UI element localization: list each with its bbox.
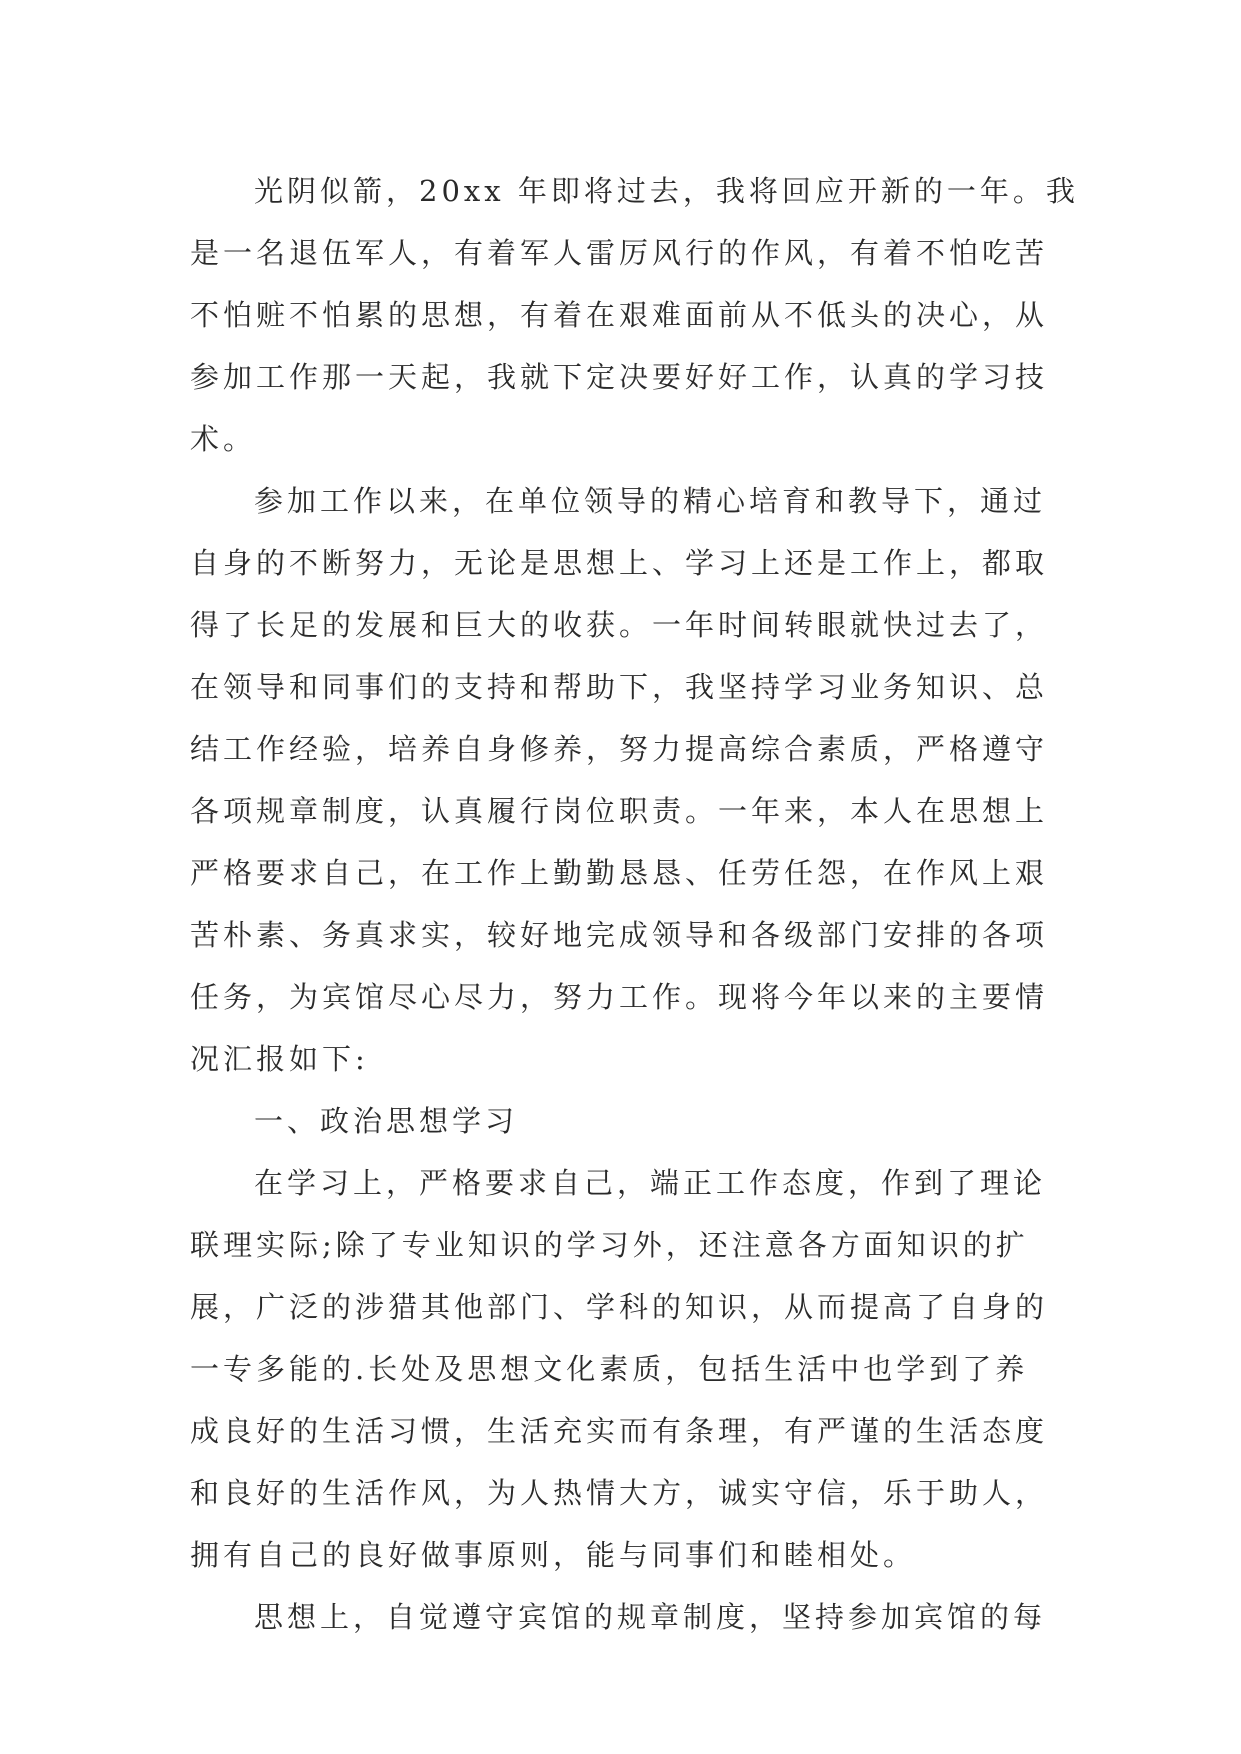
text-line: 一、政治思想学习 [254,1104,519,1138]
text-line: 结工作经验，培养自身修养，努力提高综合素质，严格遵守 [190,732,1049,766]
text-line: 是一名退伍军人，有着军人雷厉风行的作风，有着不怕吃苦 [190,236,1049,270]
text-line: 在学习上，严格要求自己，端正工作态度，作到了理论 [254,1166,1047,1200]
text-line: 在领导和同事们的支持和帮助下，我坚持学习业务知识、总 [190,670,1049,704]
text-line: 术。 [190,422,257,456]
text-line: 光阴似箭，20xx 年即将过去，我将回应开新的一年。我 [254,174,1079,208]
text-line: 得了长足的发展和巨大的收获。一年时间转眼就快过去了， [190,608,1049,642]
text-line: 展，广泛的涉猎其他部门、学科的知识，从而提高了自身的 [190,1290,1049,1324]
text-line: 参加工作那一天起，我就下定决要好好工作，认真的学习技 [190,360,1049,394]
text-line: 各项规章制度，认真履行岗位职责。一年来，本人在思想上 [190,794,1049,828]
text-line: 苦朴素、务真求实，较好地完成领导和各级部门安排的各项 [190,918,1049,952]
text-line: 成良好的生活习惯，生活充实而有条理，有严谨的生活态度 [190,1414,1049,1448]
text-line: 严格要求自己，在工作上勤勤恳恳、任劳任怨，在作风上艰 [190,856,1049,890]
text-line: 一专多能的.长处及思想文化素质，包括生活中也学到了养 [190,1352,1029,1386]
text-line: 不怕赃不怕累的思想，有着在艰难面前从不低头的决心，从 [190,298,1049,332]
text-line: 况汇报如下: [190,1042,369,1076]
text-line: 思想上，自觉遵守宾馆的规章制度，坚持参加宾馆的每 [254,1600,1047,1634]
text-line: 联理实际;除了专业知识的学习外，还注意各方面知识的扩 [190,1228,1029,1262]
text-line: 参加工作以来，在单位领导的精心培育和教导下，通过 [254,484,1047,518]
text-line: 自身的不断努力，无论是思想上、学习上还是工作上，都取 [190,546,1049,580]
document-body [190,160,1079,1648]
text-line: 任务，为宾馆尽心尽力，努力工作。现将今年以来的主要情 [190,980,1049,1014]
text-line: 拥有自己的良好做事原则，能与同事们和睦相处。 [190,1538,917,1572]
text-line: 和良好的生活作风，为人热情大方，诚实守信，乐于助人， [190,1476,1049,1510]
